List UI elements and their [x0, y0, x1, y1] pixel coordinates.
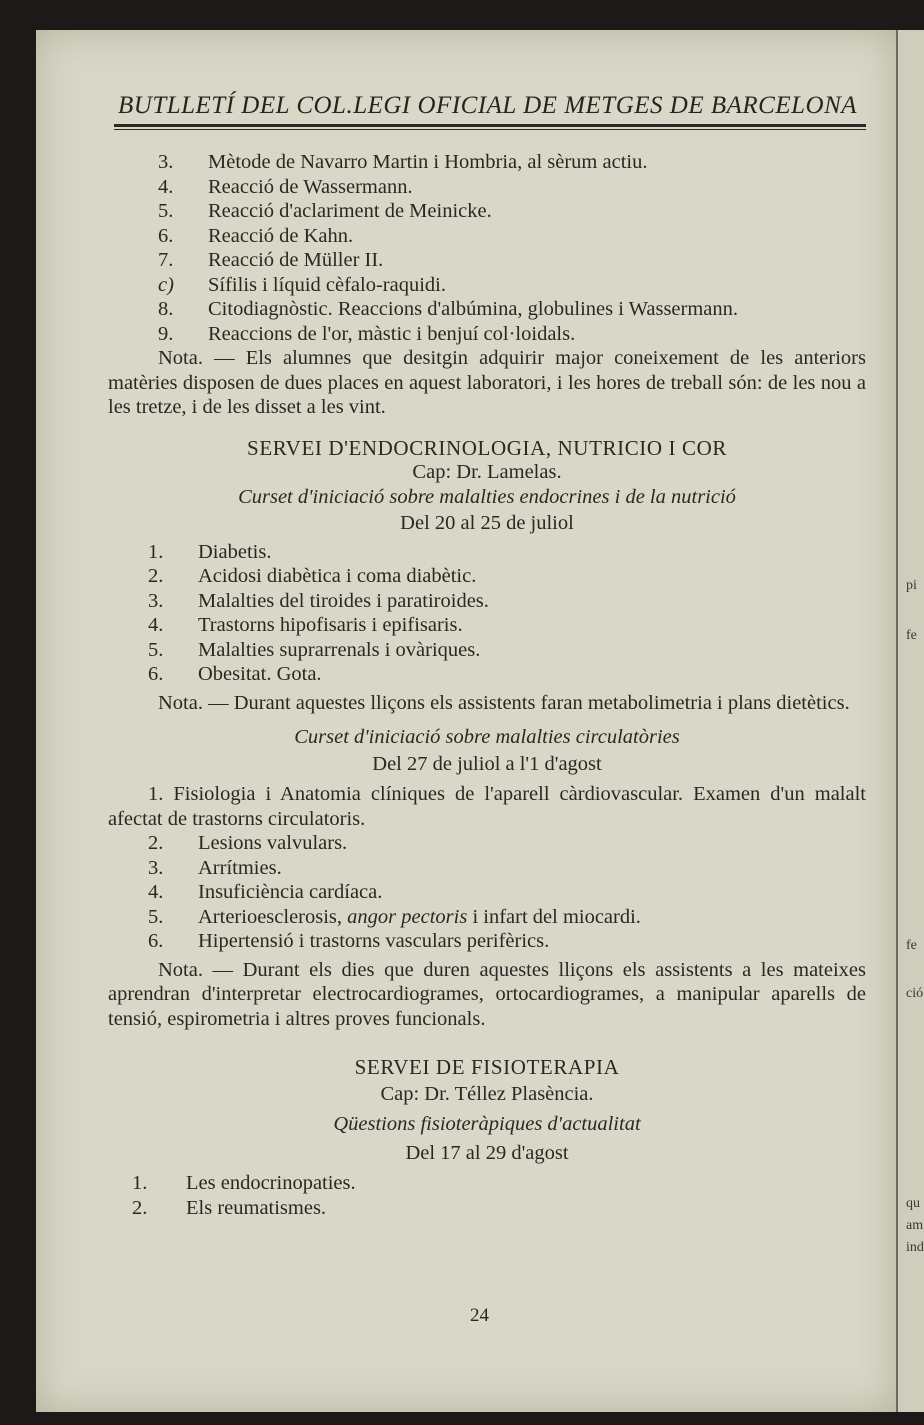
header-rule-thin — [114, 129, 866, 130]
note-paragraph: Nota. — Els alumnes que desitgin adquirir major coneixement de les anteriors matèries disposen de dues places en aquest laboratori, i les hores de treball són: de les nou a les tretze, i de les disset a les vint. — [108, 347, 866, 418]
section-chief: Cap: Dr. Lamelas. — [412, 461, 562, 483]
list-item: 4. Trastorns hipofisaris i epifisaris. — [148, 614, 463, 636]
running-header: BUTLLETÍ DEL COL.LEGI OFICIAL DE METGES DE BARCELONA — [118, 92, 858, 119]
list-item: 6. Reacció de Kahn. — [158, 224, 354, 247]
list-item: c) Sífilis i líquid cèfalo-raquidi. — [158, 273, 446, 296]
list-item: 4. Insuficiència cardíaca. — [148, 881, 383, 903]
edge-fragment: fe — [906, 628, 917, 643]
edge-fragment: qu — [906, 1196, 920, 1211]
edge-fragment: ind — [906, 1240, 924, 1255]
list-item: 6. Hipertensió i trastorns vasculars perifèrics. — [148, 930, 550, 952]
course-list — [108, 831, 866, 954]
list-item: 7. Reacció de Müller II. — [158, 249, 384, 271]
course-title: Curset d'iniciació sobre malalties endocrines i de la nutrició — [238, 485, 736, 508]
list-item: 5. Reacció d'aclariment de Meinicke. — [158, 200, 492, 222]
note-paragraph: Nota. — Durant aquestes lliçons els assistents faran metabolimetria i plans dietètics. — [158, 691, 850, 714]
list-item-multiline: 1. Fisiologia i Anatomia clíniques de l'aparell càrdiovascular. Examen d'un malalt afectat de trastorns circulatoris. — [108, 783, 866, 830]
list-item: 3. Arrítmies. — [148, 856, 282, 879]
list-item: 3. Mètode de Navarro Martin i Hombria, al sèrum actiu. — [158, 151, 648, 173]
course-dates: Del 20 al 25 de juliol — [400, 512, 574, 534]
list-item: 6. Obesitat. Gota. — [148, 663, 322, 685]
list-item: 2. Lesions valvulars. — [148, 832, 348, 854]
note-paragraph: Nota. — Durant els dies que duren aquestes lliçons els assistents a les mateixes aprendran d'interpretar electrocardiogrames, ortocardiogrames, a manipular aparells de tensió, espirometria i altres proves funcionals. — [108, 958, 866, 1030]
course-title: Curset d'iniciació sobre malalties circulatòries — [294, 726, 680, 748]
list-item: 5. Arterioesclerosis, angor pectoris i infart del miocardi. — [148, 905, 641, 928]
header-rule-thick — [114, 124, 866, 127]
list-item: 4. Reacció de Wassermann. — [158, 175, 413, 198]
list-item: 2. Acidosi diabètica i coma diabètic. — [148, 565, 477, 587]
edge-fragment: pi — [906, 578, 917, 593]
course-list — [108, 540, 866, 687]
edge-fragment: am — [906, 1218, 924, 1233]
page-number: 24 — [470, 1305, 489, 1326]
list-item: 9. Reaccions de l'or, màstic i benjuí col·loidals. — [158, 322, 576, 345]
list-item: 3. Malalties del tiroides i paratiroides. — [148, 589, 489, 612]
edge-fragment: ció — [906, 986, 924, 1001]
list-item: 1. Les endocrinopaties. — [132, 1172, 356, 1194]
list-item: 5. Malalties suprarrenals i ovàriques. — [148, 638, 481, 661]
course-title: Qüestions fisioteràpiques d'actualitat — [333, 1113, 641, 1135]
course-dates: Del 17 al 29 d'agost — [405, 1141, 569, 1164]
edge-fragment: fe — [906, 938, 917, 953]
lab-list — [108, 150, 866, 346]
course-dates: Del 27 de juliol a l'1 d'agost — [372, 752, 602, 775]
section-chief: Cap: Dr. Téllez Plasència. — [380, 1082, 594, 1105]
list-item: 1. Diabetis. — [148, 540, 272, 563]
section-title: SERVEI DE FISIOTERAPIA — [354, 1055, 620, 1079]
list-item: 8. Citodiagnòstic. Reaccions d'albúmina, globulines i Wassermann. — [158, 298, 739, 320]
list-item: 2. Els reumatismes. — [132, 1196, 327, 1219]
course-list — [108, 1171, 866, 1220]
page-body — [108, 150, 866, 1220]
section-title: SERVEI D'ENDOCRINOLOGIA, NUTRICIO I COR — [247, 435, 727, 460]
adjacent-page-edge — [896, 30, 924, 1412]
